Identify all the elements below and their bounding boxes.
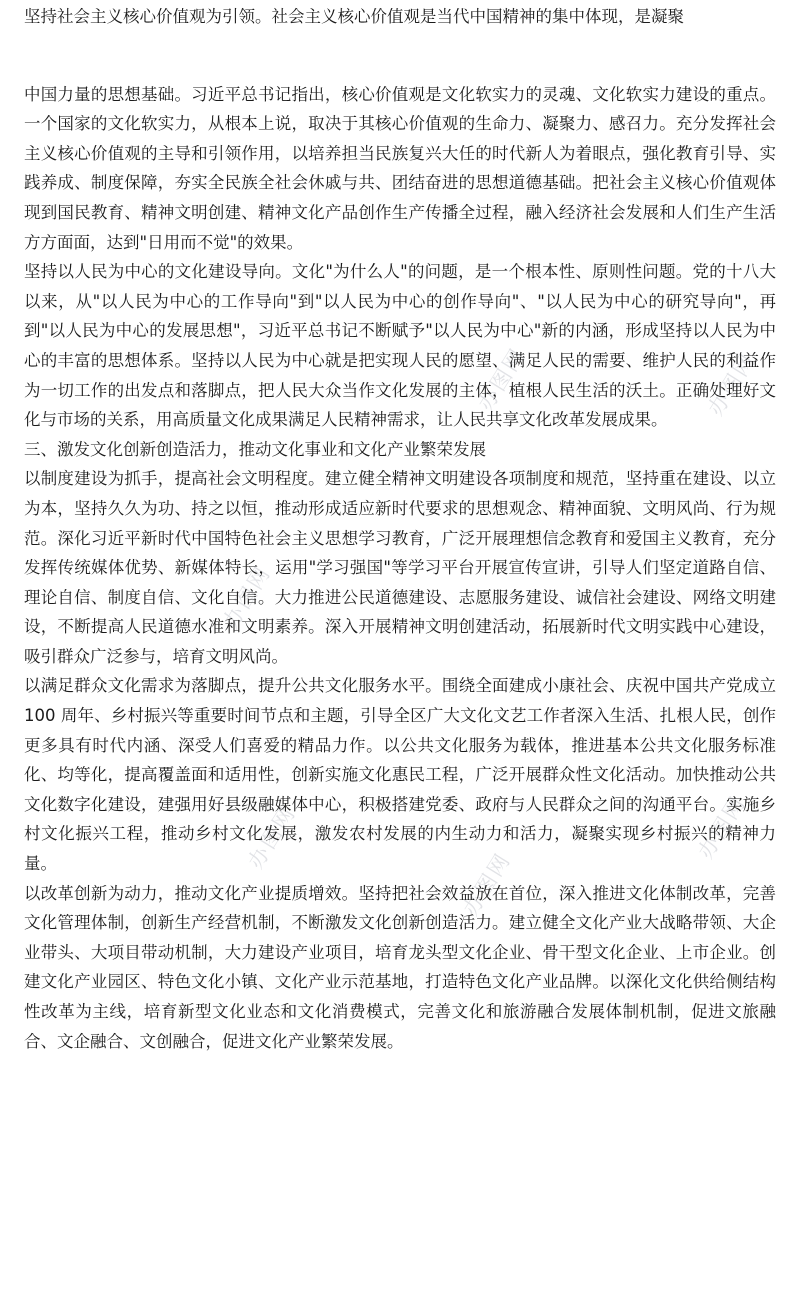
watermark-text: 办图网 [473,343,531,415]
watermark-text: 办图网 [243,801,301,873]
paragraph-1: 坚持社会主义核心价值观为引领。社会主义核心价值观是当代中国精神的集中体现，是凝聚 [24,7,684,26]
section-heading-3: 三、激发文化创新创造活力，推动文化事业和文化产业繁荣发展 [24,439,486,459]
watermark-text: 办图网 [218,561,276,633]
watermark-text: 办图网 [693,791,751,863]
document-body [0,2,800,1056]
paragraph-2: 中国力量的思想基础。习近平总书记指出，核心价值观是文化软实力的灵魂、文化软实力建设的重点。一个国家的文化软实力，从根本上说，取决于其核心价值观的生命力、凝聚力、感召力。充分发挥社会主义核心价值观的主导和引领作用，以培养担当民族复兴大任的时代新人为着眼点，强化教育引导、实践养成、制度保障，夯实全民族全社会休戚与共、团结奋进的思想道德基础。把社会主义核心价值观体现到国民教育、精神文明创建、精神文化产品创作生产传播全过程，融入经济社会发展和人们生产生活方方面面，达到"日用而不觉"的效果。 [24,84,776,252]
paragraph-3: 坚持以人民为中心的文化建设导向。文化"为什么人"的问题，是一个根本性、原则性问题。党的十八大以来，从"以人民为中心的工作导向"到"以人民为中心的创作导向"、"以人民为中心的研究导向"，再到"以人民为中心的发展思想"，习近平总书记不断赋予"以人民为中心"新的内涵，形成坚持以人民为中心的丰富的思想体系。坚持以人民为中心就是把实现人民的愿望、满足人民的需要、维护人民的利益作为一切工作的出发点和落脚点，把人民大众当作文化发展的主体，植根人民生活的沃土。正确处理好文化与市场的关系，用高质量文化成果满足人民精神需求，让人民共享文化改革发展成果。 [24,262,776,430]
paragraph-5: 以满足群众文化需求为落脚点，提升公共文化服务水平。围绕全面建成小康社会、庆祝中国共产党成立 100 周年、乡村振兴等重要时间节点和主题，引导全区广大文化文艺工作者深入生活、扎根人民，创作更多具有时代内涵、深受人们喜爱的精品力作。以公共文化服务为载体，推进基本公共文化服务标准化、均等化，提高覆盖面和适用性，创新实施文化惠民工程，广泛开展群众性文化活动。加快推动公共文化数字化建设，建强用好县级融媒体中心，积极搭建党委、政府与人民群众之间的沟通平台。实施乡村文化振兴工程，推动乡村文化发展，激发农村发展的内生动力和活力，凝聚实现乡村振兴的精神力量。 [24,676,776,874]
paragraph-4: 以制度建设为抓手，提高社会文明程度。建立健全精神文明建设各项制度和规范，坚持重在建设、以立为本，坚持久久为功、持之以恒，推动形成适应新时代要求的思想观念、精神面貌、文明风尚、行为规范。深化习近平新时代中国特色社会主义思想学习教育，广泛开展理想信念教育和爱国主义教育，充分发挥传统媒体优势、新媒体特长，运用"学习强国"等学习平台开展宣传宣讲，引导人们坚定道路自信、理论自信、制度自信、文化自信。大力推进公民道德建设、志愿服务建设、诚信社会建设、网络文明建设，不断提高人民道德水准和文明素养。深入开展精神文明创建活动，拓展新时代文明实践中心建设，吸引群众广泛参与，培育文明风尚。 [24,469,776,666]
paragraph-gap [24,32,776,80]
paragraph-6: 以改革创新为动力，推动文化产业提质增效。坚持把社会效益放在首位，深入推进文化体制改革，完善文化管理体制，创新生产经营机制，不断激发文化创新创造活力。建立健全文化产业大战略带领、大企业带头、大项目带动机制，大力建设产业项目，培育龙头型文化企业、骨干型文化企业、上市企业。创建文化产业园区、特色文化小镇、文化产业示范基地，打造特色文化产业品牌。以深化文化供给侧结构性改革为主线，培育新型文化业态和文化消费模式，完善文化和旅游融合发展体制机制，促进文旅融合、文企融合、文创融合，促进文化产业繁荣发展。 [24,883,776,1051]
watermark-text: 办图网 [703,348,761,420]
watermark-text: 办图网 [458,848,516,920]
